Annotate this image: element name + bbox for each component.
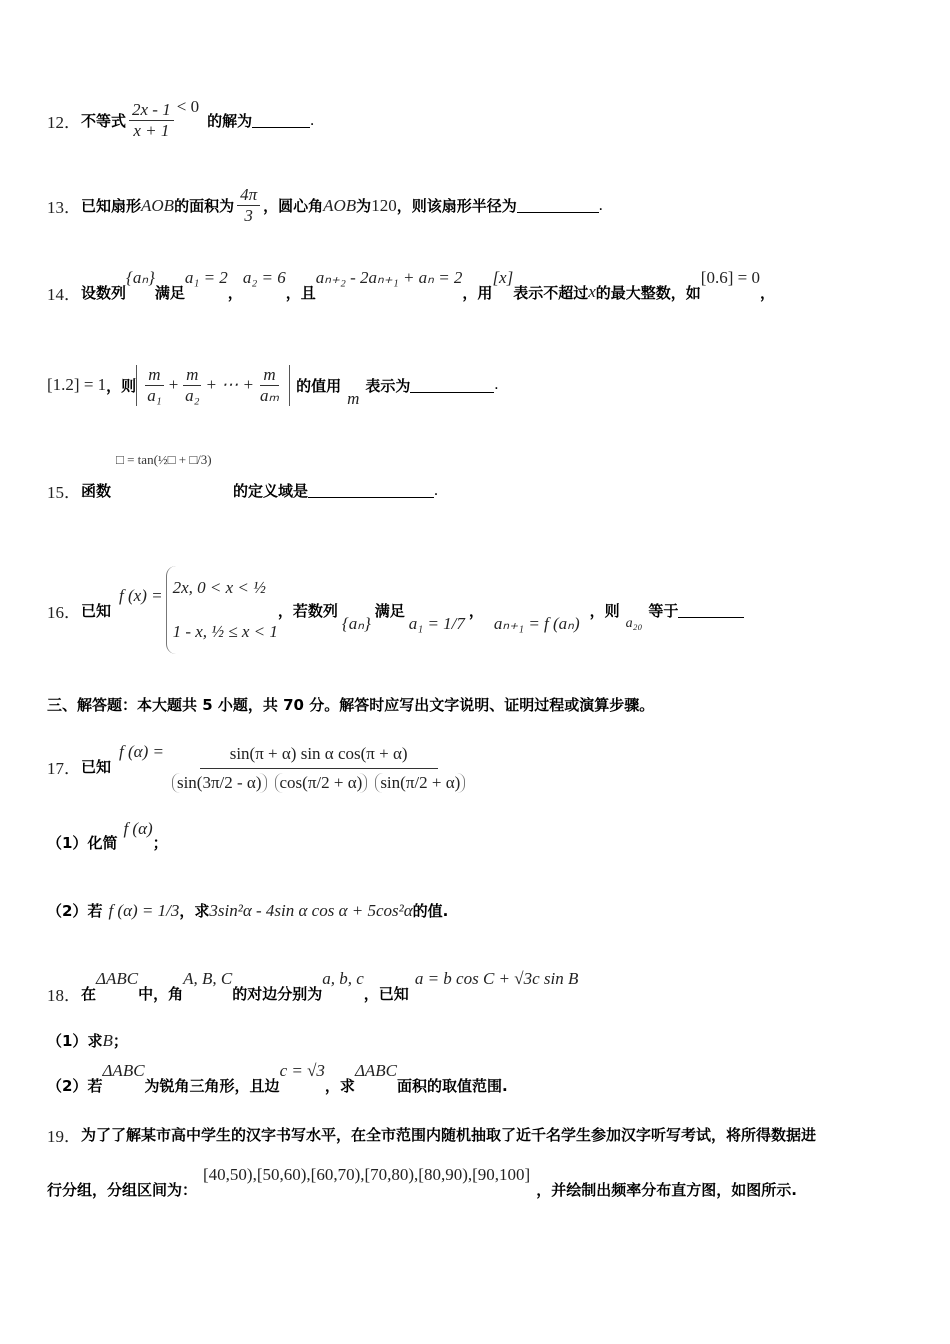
sector-name: AOB	[141, 195, 175, 215]
function-label: f (x) =	[119, 586, 163, 605]
example-2: [1.2] = 1	[47, 375, 107, 394]
q16-text: ，则	[589, 601, 620, 620]
q13-number: 13．	[47, 198, 81, 217]
denominator-term: sin(π/2 + α)	[375, 773, 465, 793]
answer-blank	[252, 113, 310, 128]
part-text: 若	[87, 1076, 103, 1095]
q14-text: ，用	[462, 283, 493, 302]
numerator: sin(π + α) sin α cos(π + α)	[200, 740, 438, 769]
q17-number: 17．	[47, 758, 81, 778]
a1-value: a₁ = 2	[184, 268, 228, 287]
section-heading: 三、解答题：本大题共 5 小题，共 70 分。解答时应写出文字说明、证明过程或演算步骤。	[47, 696, 655, 714]
comma: ，	[227, 283, 243, 302]
q16-text: ，若数列	[277, 601, 338, 620]
q13-text: ，则该扇形半径为	[396, 197, 517, 215]
ellipsis: + ⋯ +	[205, 375, 254, 394]
answer-blank	[517, 198, 599, 213]
question-16	[47, 560, 744, 660]
q14-text: 表示为	[365, 376, 411, 395]
part-end: ；	[112, 1032, 128, 1050]
q13-fraction	[237, 185, 260, 226]
q19-text: ，并绘制出频率分布直方图，如图所示.	[536, 1180, 797, 1199]
piecewise-cases	[166, 566, 278, 654]
q14-text: ，则	[106, 376, 137, 395]
part-text: 求	[87, 1032, 103, 1050]
angle-name: AOB	[323, 195, 357, 215]
denominator: a₁	[147, 385, 162, 405]
part-label: （1）	[47, 834, 88, 852]
part-label: （1）	[47, 1032, 88, 1050]
part-end: 的值.	[412, 902, 449, 920]
part-text: 化简	[87, 834, 118, 852]
q15-formula-image: □ = tan(½□ + □/3)	[116, 452, 212, 467]
q15-number: 15．	[47, 483, 81, 502]
part-text: ，求	[324, 1076, 355, 1095]
a20: a₂₀	[625, 616, 643, 631]
example-1: [0.6] = 0	[700, 268, 760, 287]
answer-blank	[308, 483, 434, 498]
q18-number: 18．	[47, 985, 81, 1005]
denominator: x + 1	[133, 121, 170, 140]
period: .	[598, 196, 603, 214]
question-17-part-1	[47, 818, 168, 853]
question-18-part-2	[47, 1061, 508, 1100]
question-14-line-2	[47, 355, 498, 415]
part-label: （2）	[47, 902, 88, 920]
angles: A, B, C	[183, 969, 233, 988]
numerator: m	[145, 365, 163, 386]
q19-text: 为了了解某市高中学生的汉字书写水平，在全市范围内随机抽取了近千名学生参加汉字听写考试，将所得数据进	[81, 1126, 817, 1144]
part-end: 面积的取值范围.	[397, 1076, 508, 1095]
question-13	[47, 185, 603, 226]
sequence: {aₙ}	[126, 268, 155, 287]
answer-blank	[678, 603, 744, 618]
question-19	[47, 1122, 816, 1147]
q19-text: 行分组，分组区间为：	[47, 1180, 198, 1199]
q14-text: 的最大整数，如	[595, 283, 701, 302]
numerator: 4π	[237, 185, 260, 206]
expression: f (α)	[123, 818, 153, 838]
denominator	[167, 769, 470, 793]
period: .	[434, 481, 439, 499]
comma: ，	[468, 601, 484, 620]
a1-value: a₁ = 1/7	[408, 614, 465, 633]
recurrence: aₙ₊₁ = f (aₙ)	[493, 614, 580, 633]
sequence: {aₙ}	[341, 614, 371, 633]
q16-text: 满足	[374, 601, 405, 620]
q12-text: 不等式	[81, 112, 127, 130]
q17-text: 已知	[81, 757, 112, 776]
part-text: 为锐角三角形，且边	[144, 1076, 280, 1095]
q18-text: 的对边分别为	[232, 984, 323, 1003]
denominator: aₘ	[259, 385, 280, 405]
denominator-term: sin(3π/2 - α)	[172, 773, 267, 793]
q12-fraction	[129, 100, 174, 141]
recurrence: aₙ₊₂ - 2aₙ₊₁ + aₙ = 2	[315, 268, 463, 287]
q16-number: 16．	[47, 602, 81, 622]
equation: a = b cos C + √3c sin B	[414, 969, 579, 988]
q13-text: 已知扇形	[81, 197, 142, 215]
q15-text: 的定义域是	[233, 482, 309, 500]
floor-sum	[136, 365, 290, 406]
q12-inequality: < 0	[176, 96, 200, 116]
question-14	[47, 268, 775, 312]
question-18	[47, 969, 579, 1008]
variable-b: B	[102, 1030, 113, 1050]
condition: f (α) = 1/3	[108, 900, 180, 920]
q14-text: ，且	[285, 283, 316, 302]
plus: +	[167, 375, 180, 394]
q16-text: 已知	[81, 601, 112, 620]
q16-text: 等于	[648, 601, 679, 620]
q15-text: 函数	[81, 482, 112, 500]
part-end: ；	[152, 834, 168, 852]
part-text: ，求	[179, 902, 210, 920]
q13-text: ，圆心角	[263, 197, 324, 215]
denominator-term: cos(π/2 + α)	[275, 773, 368, 793]
period: .	[310, 111, 315, 129]
angle-value: 120	[371, 195, 397, 215]
q13-text: 的面积为	[174, 197, 235, 215]
question-15	[47, 478, 438, 503]
variable-x: x	[588, 282, 596, 301]
side-c: c = √3	[279, 1061, 325, 1080]
q19-number: 19．	[47, 1127, 81, 1146]
q13-text: 为	[356, 197, 372, 215]
period: .	[494, 376, 499, 393]
floor-notation: [x]	[492, 268, 514, 287]
function-label: f (α) =	[119, 742, 164, 761]
intervals: [40,50),[50,60),[60,70),[70,80),[80,90),[90,100]	[203, 1165, 531, 1184]
q14-text: 设数列	[81, 283, 127, 302]
q14-text: 表示不超过	[513, 283, 589, 302]
question-19-line-2	[47, 1165, 797, 1206]
q12-number: 12．	[47, 113, 81, 132]
q14-text: 的值用	[296, 376, 342, 395]
numerator: m	[260, 365, 278, 386]
variable-m: m	[347, 389, 360, 408]
numerator: m	[183, 365, 201, 386]
answer-blank	[410, 378, 494, 393]
q17-fraction	[167, 740, 470, 793]
denominator: 3	[244, 206, 253, 225]
q12-text-post: 的解为	[207, 112, 253, 130]
sides: a, b, c	[322, 969, 364, 988]
question-12	[47, 96, 315, 141]
triangle: ΔABC	[354, 1061, 398, 1080]
q14-text: 满足	[154, 283, 185, 302]
case-1: 2x, 0 < x < ½	[172, 578, 266, 597]
question-17	[47, 716, 473, 816]
question-17-part-2	[47, 900, 448, 921]
part-text: 若	[87, 902, 103, 920]
a2-value: a₂ = 6	[242, 268, 286, 287]
triangle: ΔABC	[102, 1061, 145, 1080]
case-2: 1 - x, ½ ≤ x < 1	[172, 622, 278, 641]
denominator: a₂	[185, 385, 200, 405]
expression: 3sin²α - 4sin α cos α + 5cos²α	[209, 900, 413, 920]
numerator: 2x - 1	[129, 100, 174, 121]
triangle: ΔABC	[96, 969, 139, 988]
q14-number: 14．	[47, 284, 81, 304]
q18-text: 中，角	[138, 984, 184, 1003]
comma: ，	[759, 283, 775, 302]
q18-text: ，已知	[363, 984, 409, 1003]
q18-text: 在	[81, 984, 97, 1003]
part-label: （2）	[47, 1076, 88, 1095]
question-18-part-1	[47, 1030, 128, 1051]
